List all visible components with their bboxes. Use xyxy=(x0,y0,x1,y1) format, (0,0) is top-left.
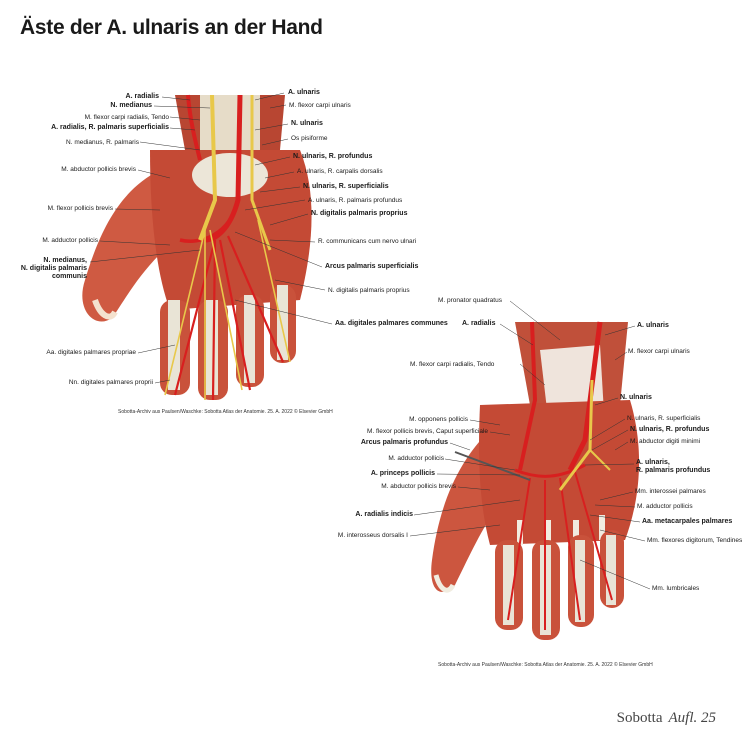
brand-logo xyxy=(617,710,716,727)
label-mm-interossei-palmares: Mm. interossei palmares xyxy=(635,488,706,495)
label-a-ulnaris: A. ulnaris xyxy=(288,89,320,96)
label-os-pisiforme: Os pisiforme xyxy=(291,135,328,142)
label-m-opponens-pollicis: M. opponens pollicis xyxy=(409,416,468,423)
label-arcus-palmaris-profundus: Arcus palmaris profundus xyxy=(360,439,448,446)
label-n-ulnaris-2: N. ulnaris xyxy=(620,394,652,401)
label-m-adductor-pollicis: M. adductor pollicis xyxy=(42,237,98,244)
label-nn-digitales-palmares-proprii: Nn. digitales palmares proprii xyxy=(68,379,153,386)
label-n-ulnaris-r-profundus: N. ulnaris, R. profundus xyxy=(293,153,373,160)
label-r-palmaris-profundus: R. palmaris profundus xyxy=(636,467,711,474)
brand-edition: Aufl. 25 xyxy=(668,710,716,726)
label-n-medianus: N. medianus xyxy=(110,102,152,109)
label-aa-metacarpales-palmares: Aa. metacarpales palmares xyxy=(642,518,733,525)
label-a-ulnaris-comma: A. ulnaris, xyxy=(636,459,670,466)
label-a-ulnaris-2: A. ulnaris xyxy=(637,322,669,329)
label-m-adductor-pollicis-2: M. adductor pollicis xyxy=(388,455,444,462)
label-n-ulnaris-r-superficialis: N. ulnaris, R. superficialis xyxy=(303,183,389,190)
label-n-medianus-comma: N. medianus, xyxy=(43,257,87,264)
retinaculum-1 xyxy=(192,153,268,197)
label-a-ulnaris-r-carpalis-dorsalis: A. ulnaris, R. carpalis dorsalis xyxy=(297,168,383,175)
label-n-digitalis-palmaris-proprius: N. digitalis palmaris proprius xyxy=(311,210,408,217)
label-a-radialis-indicis: A. radialis indicis xyxy=(355,511,413,518)
label-m-adductor-pollicis-3: M. adductor pollicis xyxy=(637,503,693,510)
label-communis: communis xyxy=(51,273,87,280)
label-m-flexor-carpi-radialis: M. flexor carpi radialis, Tendo xyxy=(84,114,169,121)
page-title: Äste der A. ulnaris an der Hand xyxy=(20,16,323,39)
brand-name: Sobotta xyxy=(616,710,663,726)
label-m-pronator-quadratus: M. pronator quadratus xyxy=(438,297,502,304)
label-aa-digitales-palmares-propriae: Aa. digitales palmares propriae xyxy=(46,349,136,356)
label-m-abductor-pollicis-brevis: M. abductor pollicis brevis xyxy=(61,166,136,173)
label-m-interosseus-dorsalis: M. interosseus dorsalis I xyxy=(337,532,408,539)
palm-2 xyxy=(479,400,639,545)
label-arcus-palmaris-superficialis: Arcus palmaris superficialis xyxy=(325,263,419,270)
label-n-ulnaris-r-profundus-2: N. ulnaris, R. profundus xyxy=(630,426,710,433)
hand-illustration-2 xyxy=(431,322,639,640)
label-a-princeps-pollicis: A. princeps pollicis xyxy=(370,470,435,477)
label-a-ulnaris-r-palmaris-profundus: A. ulnaris, R. palmaris profundus xyxy=(308,197,403,204)
label-r-communicans: R. communicans cum nervo ulnari xyxy=(318,238,417,245)
label-m-flexor-pollicis-brevis: M. flexor pollicis brevis xyxy=(47,205,113,212)
label-n-digitalis-palmaris-proprius-2: N. digitalis palmaris proprius xyxy=(328,287,410,294)
label-a-radialis-r-palmaris-superficialis: A. radialis, R. palmaris superficialis xyxy=(51,124,169,131)
label-a-radialis: A. radialis xyxy=(125,93,159,100)
label-n-medianus-r-palmaris: N. medianus, R. palmaris xyxy=(66,139,139,146)
label-m-flexor-pollicis-brevis-caput: M. flexor pollicis brevis, Caput superficiale xyxy=(366,428,488,435)
label-mm-flexores-digitorum: Mm. flexores digitorum, Tendines xyxy=(647,537,742,544)
figure1-credit: Sobotta-Archiv aus Paulsen/Waschke: Sobotta Atlas der Anatomie. 25. A. 2022 © Elsevier GmbH xyxy=(118,409,333,415)
label-m-abductor-pollicis-brevis-2: M. abductor pollicis brevis xyxy=(381,483,456,490)
label-n-ulnaris: N. ulnaris xyxy=(291,120,323,127)
label-mm-lumbricales: Mm. lumbricales xyxy=(652,585,700,592)
label-m-flexor-carpi-ulnaris: M. flexor carpi ulnaris xyxy=(289,102,351,109)
label-m-abductor-digiti-minimi: M. abductor digiti minimi xyxy=(630,438,701,445)
label-n-digitalis-palmaris: N. digitalis palmaris xyxy=(20,265,87,272)
label-m-flexor-carpi-ulnaris-2: M. flexor carpi ulnaris xyxy=(628,348,690,355)
label-aa-digitales-palmares-communes: Aa. digitales palmares communes xyxy=(335,320,448,327)
label-m-flexor-carpi-radialis-2: M. flexor carpi radialis, Tendo xyxy=(410,361,495,368)
figure2-credit: Sobotta-Archiv aus Paulsen/Waschke: Sobotta Atlas der Anatomie. 25. A. 2022 © Elsevier GmbH xyxy=(438,662,653,668)
label-a-radialis-2: A. radialis xyxy=(462,320,496,327)
label-n-ulnaris-r-superficialis-2: N. ulnaris, R. superficialis xyxy=(627,415,701,422)
